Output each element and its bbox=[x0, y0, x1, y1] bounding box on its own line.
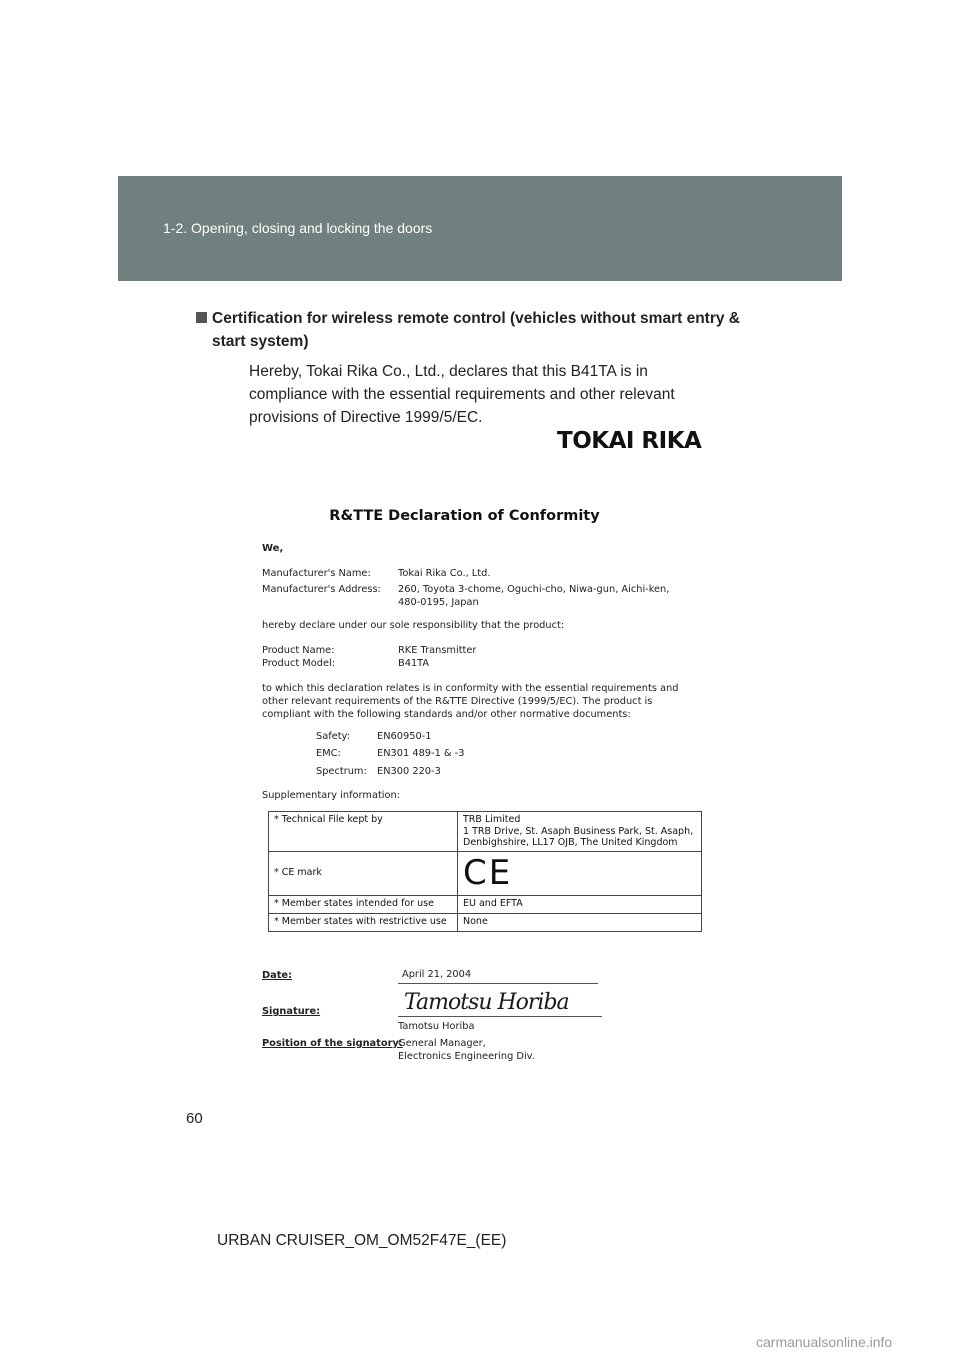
product-model: B41TA bbox=[398, 658, 430, 669]
footer-document-id: URBAN CRUISER_OM_OM52F47E_(EE) bbox=[217, 1232, 507, 1249]
table-cell-label: * Member states with restrictive use bbox=[269, 913, 458, 931]
table-cell-value: EU and EFTA bbox=[458, 895, 702, 913]
table-cell-value bbox=[458, 812, 702, 852]
conformity-line2: other relevant requirements of the R&TTE Directive (1999/5/EC). The product is bbox=[262, 696, 653, 707]
position-line1: General Manager, bbox=[398, 1038, 486, 1049]
table-cell-label: * CE mark bbox=[269, 851, 458, 895]
table-cell-value bbox=[458, 851, 702, 895]
emc-label: EMC: bbox=[316, 748, 341, 759]
heading-text: Certification for wireless remote control (vehicles without smart entry & start system) bbox=[212, 310, 740, 350]
table-cell-label: * Member states intended for use bbox=[269, 895, 458, 913]
trb-address-1: 1 TRB Drive, St. Asaph Business Park, St. Asaph, bbox=[463, 825, 694, 837]
position-label: Position of the signatory: bbox=[262, 1038, 403, 1049]
spectrum-label: Spectrum: bbox=[316, 766, 367, 777]
ce-mark-icon: CE bbox=[463, 853, 513, 893]
handwritten-signature: Tamotsu Horiba bbox=[404, 990, 569, 1015]
table-row bbox=[269, 812, 702, 852]
spectrum-value: EN300 220-3 bbox=[377, 766, 441, 777]
table-row bbox=[269, 895, 702, 913]
body-paragraph: Hereby, Tokai Rika Co., Ltd., declares that this B41TA is in compliance with the essential requirements and other relevant provisions of Directive 1999/5/EC. bbox=[249, 363, 675, 426]
manufacturer-name-label: Manufacturer's Name: bbox=[262, 568, 371, 579]
supplementary-info: Supplementary information: bbox=[262, 790, 401, 801]
date-value: April 21, 2004 bbox=[402, 969, 472, 980]
trb-address-2: Denbighshire, LL17 OJB, The United Kingdom bbox=[463, 837, 678, 848]
section-heading bbox=[212, 307, 757, 353]
page-number: 60 bbox=[186, 1110, 203, 1127]
supplementary-table bbox=[268, 811, 702, 932]
square-bullet-icon bbox=[196, 312, 207, 323]
product-name-label: Product Name: bbox=[262, 645, 335, 656]
trb-name: TRB Limited bbox=[463, 814, 521, 825]
position-line2: Electronics Engineering Div. bbox=[398, 1051, 535, 1062]
declaration-title: R&TTE Declaration of Conformity bbox=[329, 508, 600, 524]
manufacturer-address-line1: 260, Toyota 3-chome, Oguchi-cho, Niwa-gun, Aichi-ken, bbox=[398, 584, 670, 595]
table-row bbox=[269, 851, 702, 895]
manufacturer-address-label: Manufacturer's Address: bbox=[262, 584, 381, 595]
signature-label: Signature: bbox=[262, 1006, 321, 1017]
safety-label: Safety: bbox=[316, 731, 350, 742]
emc-value: EN301 489-1 & -3 bbox=[377, 748, 465, 759]
date-label: Date: bbox=[262, 970, 292, 981]
signatory-name: Tamotsu Horiba bbox=[398, 1021, 475, 1032]
section-title: 1-2. Opening, closing and locking the doors bbox=[163, 220, 433, 236]
hereby-declare: hereby declare under our sole responsibility that the product: bbox=[262, 620, 565, 631]
date-underline bbox=[398, 983, 598, 984]
table-row bbox=[269, 913, 702, 931]
manufacturer-address-line2: 480-0195, Japan bbox=[398, 597, 479, 608]
safety-value: EN60950-1 bbox=[377, 731, 432, 742]
manufacturer-name: Tokai Rika Co., Ltd. bbox=[398, 568, 491, 579]
tokai-rika-logo: TOKAI RIKA bbox=[557, 428, 702, 454]
signature-underline bbox=[398, 1016, 602, 1017]
watermark: carmanualsonline.info bbox=[756, 1334, 893, 1350]
table-cell-label: * Technical File kept by bbox=[269, 812, 458, 852]
conformity-line3: compliant with the following standards and/or other normative documents: bbox=[262, 709, 631, 720]
declaration-we: We, bbox=[262, 543, 284, 554]
product-model-label: Product Model: bbox=[262, 658, 336, 669]
product-name: RKE Transmitter bbox=[398, 645, 477, 656]
conformity-line1: to which this declaration relates is in conformity with the essential requirements and bbox=[262, 683, 679, 694]
table-cell-value: None bbox=[458, 913, 702, 931]
